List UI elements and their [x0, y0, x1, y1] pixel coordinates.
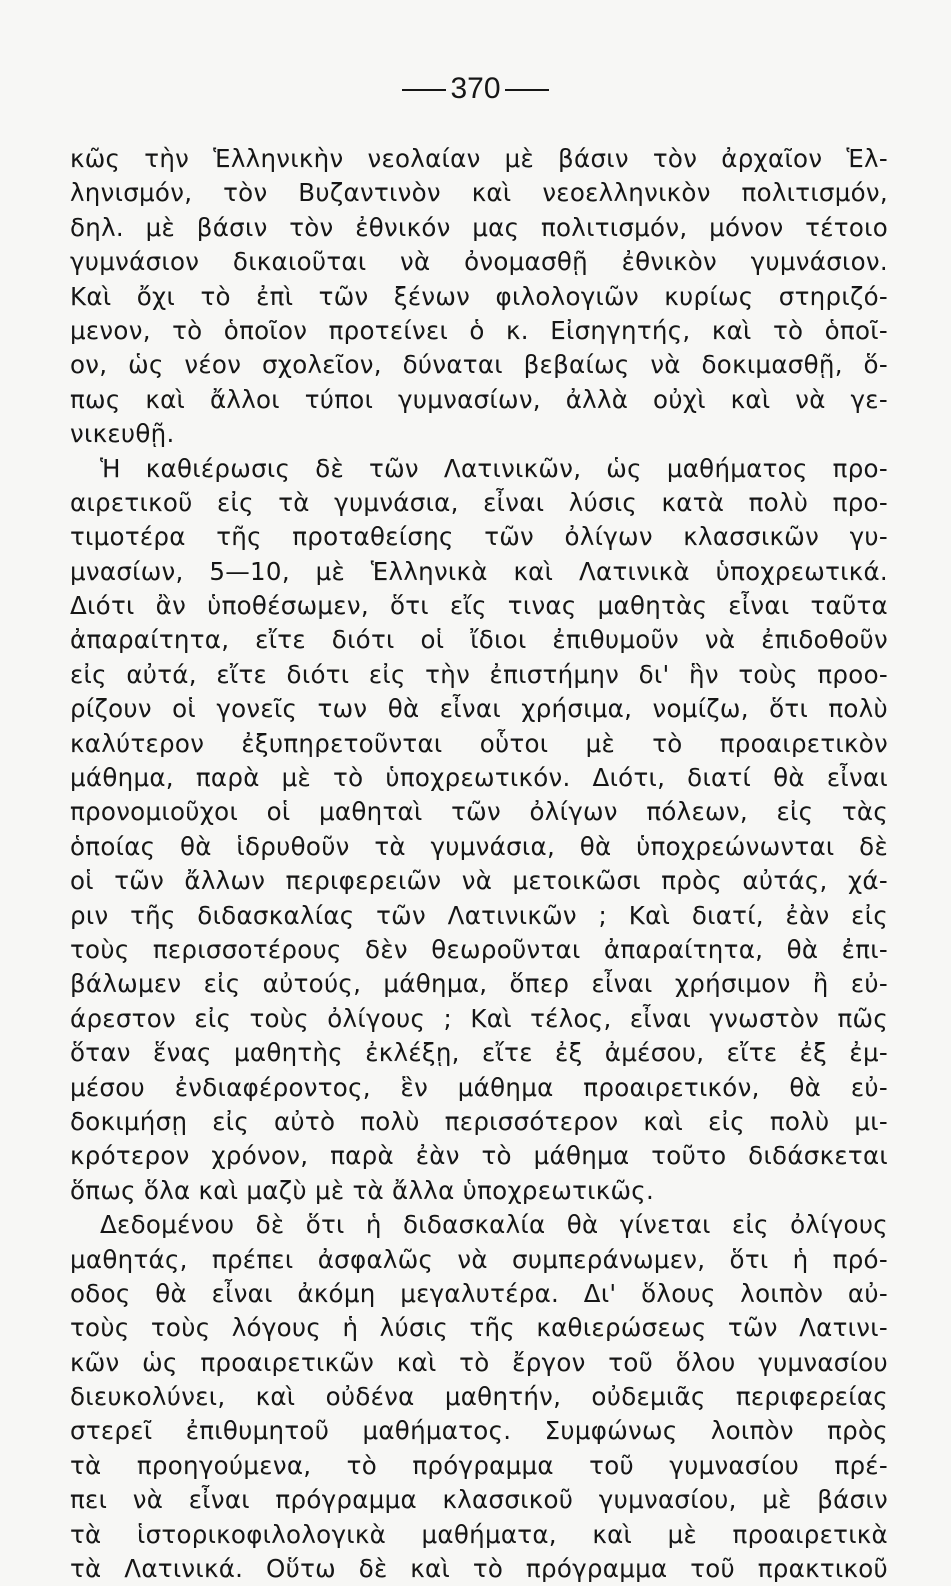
text-line: εἰς αὐτά, εἴτε διότι εἰς τὴν ἐπιστήμην δι' ἣν τοὺς προο- [70, 659, 888, 689]
text-line: τοὺς περισσοτέρους δὲν θεωροῦνται ἀπαραίτητα, θὰ ἐπι- [70, 934, 888, 964]
text-line: Δεδομένου δὲ ὅτι ἡ διδασκαλία θὰ γίνεται εἰς ὀλίγους [100, 1210, 888, 1240]
text-line: αιρετικοῦ εἰς τὰ γυμνάσια, εἶναι λύσις κατὰ πολὺ προ- [70, 487, 888, 517]
text-line: τιμοτέρα τῆς προταθείσης τῶν ὀλίγων κλασσικῶν γυ- [70, 522, 888, 552]
text-line: Διότι ἂν ὑποθέσωμεν, ὅτι εἴς τινας μαθητὰς εἶναι ταῦτα [70, 591, 888, 621]
text-line: τὰ Λατινικά. Οὕτω δὲ καὶ τὸ πρόγραμμα τοῦ πρακτικοῦ [70, 1554, 888, 1584]
text-line: Καὶ ὄχι τὸ ἐπὶ τῶν ξένων φιλολογιῶν κυρίως στηριζό- [70, 281, 888, 311]
text-line: κῶς τὴν Ἑλληνικὴν νεολαίαν μὲ βάσιν τὸν ἀρχαῖον Ἑλ- [70, 144, 888, 173]
text-line: κῶν ὡς προαιρετικῶν καὶ τὸ ἔργον τοῦ ὅλου γυμνασίου [70, 1347, 888, 1377]
text-line: άρεστον εἰς τοὺς ὀλίγους ; Καὶ τέλος, εἶναι γνωστὸν πῶς [70, 1003, 888, 1033]
text-line: ὅταν ἕνας μαθητὴς ἐκλέξῃ, εἴτε ἐξ ἀμέσου, εἴτε ἐξ ἐμ- [70, 1038, 888, 1068]
text-line: προνομιοῦχοι οἱ μαθηταὶ τῶν ὀλίγων πόλεων, εἰς τὰς [70, 797, 888, 827]
left-dash [402, 89, 446, 91]
text-line: ριν τῆς διδασκαλίας τῶν Λατινικῶν ; Καὶ διατί, ἐὰν εἰς [70, 900, 888, 930]
text-line: ρίζουν οἱ γονεῖς των θὰ εἶναι χρήσιμα, νομίζω, ὅτι πολὺ [70, 694, 888, 724]
text-line: στερεῖ ἐπιθυμητοῦ μαθήματος. Συμφώνως λοιπὸν πρὸς [70, 1416, 888, 1446]
text-line: ον, ὡς νέον σχολεῖον, δύναται βεβαίως νὰ δοκιμασθῇ, ὅ- [70, 350, 888, 380]
text-line: δοκιμήσῃ εἰς αὐτὸ πολὺ περισσότερον καὶ εἰς πολὺ μι- [70, 1106, 888, 1136]
text-line: διευκολύνει, καὶ οὐδένα μαθητήν, οὐδεμιᾶς περιφερείας [70, 1382, 888, 1412]
text-line: μαθητάς, πρέπει ἀσφαλῶς νὰ συμπεράνωμεν, ὅτι ἡ πρό- [70, 1244, 888, 1274]
page-header [0, 72, 951, 106]
text-body [70, 142, 888, 1586]
text-line: Ἡ καθιέρωσις δὲ τῶν Λατινικῶν, ὡς μαθήματος προ- [100, 453, 888, 483]
right-dash [505, 89, 549, 91]
text-line: ὁποίας θὰ ἱδρυθοῦν τὰ γυμνάσια, θὰ ὑποχρεώνωνται δὲ [70, 831, 888, 861]
text-line: βάλωμεν εἰς αὐτούς, μάθημα, ὅπερ εἶναι χρήσιμον ἢ εὐ- [70, 969, 888, 999]
text-line: κρότερον χρόνον, παρὰ ἐὰν τὸ μάθημα τοῦτο διδάσκεται [70, 1141, 888, 1171]
text-line: μενον, τὸ ὁποῖον προτείνει ὁ κ. Εἰσηγητής, καὶ τὸ ὁποῖ- [70, 315, 888, 345]
text-line: μέσου ἐνδιαφέροντος, ἓν μάθημα προαιρετικόν, θὰ εὐ- [70, 1072, 888, 1102]
text-line: τὰ προηγούμενα, τὸ πρόγραμμα τοῦ γυμνασίου πρέ- [70, 1450, 888, 1480]
text-line: οδος θὰ εἶναι ἀκόμη μεγαλυτέρα. Δι' ὅλους λοιπὸν αὐ- [70, 1278, 888, 1308]
text-line: ἀπαραίτητα, εἴτε διότι οἱ ἴδιοι ἐπιθυμοῦν νὰ ἐπιδοθοῦν [70, 625, 888, 655]
text-line: καλύτερον ἐξυπηρετοῦνται οὗτοι μὲ τὸ προαιρετικὸν [70, 728, 888, 758]
text-line: δηλ. μὲ βάσιν τὸν ἐθνικόν μας πολιτισμόν, μόνον τέτοιο [70, 212, 888, 242]
text-line: οἱ τῶν ἄλλων περιφερειῶν νὰ μετοικῶσι πρὸς αὐτάς, χά- [70, 866, 888, 896]
text-line: πως καὶ ἄλλοι τύποι γυμνασίων, ἀλλὰ οὐχὶ καὶ νὰ γε- [70, 384, 888, 414]
text-line: ληνισμόν, τὸν Βυζαντινὸν καὶ νεοελληνικὸν πολιτισμόν, [70, 178, 888, 208]
text-line: τὰ ἱστορικοφιλολογικὰ μαθήματα, καὶ μὲ προαιρετικὰ [70, 1519, 888, 1549]
text-line: τοὺς τοὺς λόγους ἡ λύσις τῆς καθιερώσεως τῶν Λατινι- [70, 1313, 888, 1343]
text-line: ὅπως ὅλα καὶ μαζὺ μὲ τὰ ἄλλα ὑποχρεωτικῶς. [70, 1175, 655, 1205]
text-line: πει νὰ εἶναι πρόγραμμα κλασσικοῦ γυμνασίου, μὲ βάσιν [70, 1485, 888, 1515]
text-line: μάθημα, παρὰ μὲ τὸ ὑποχρεωτικόν. Διότι, διατί θὰ εἶναι [70, 763, 888, 793]
text-line: νικευθῇ. [70, 419, 175, 449]
text-line: μνασίων, 5—10, μὲ Ἑλληνικὰ καὶ Λατινικὰ ὑποχρεωτικά. [70, 556, 888, 586]
text-line: γυμνάσιον δικαιοῦται νὰ ὀνομασθῇ ἐθνικὸν γυμνάσιον. [70, 247, 888, 277]
page-number: 370 [450, 72, 501, 105]
